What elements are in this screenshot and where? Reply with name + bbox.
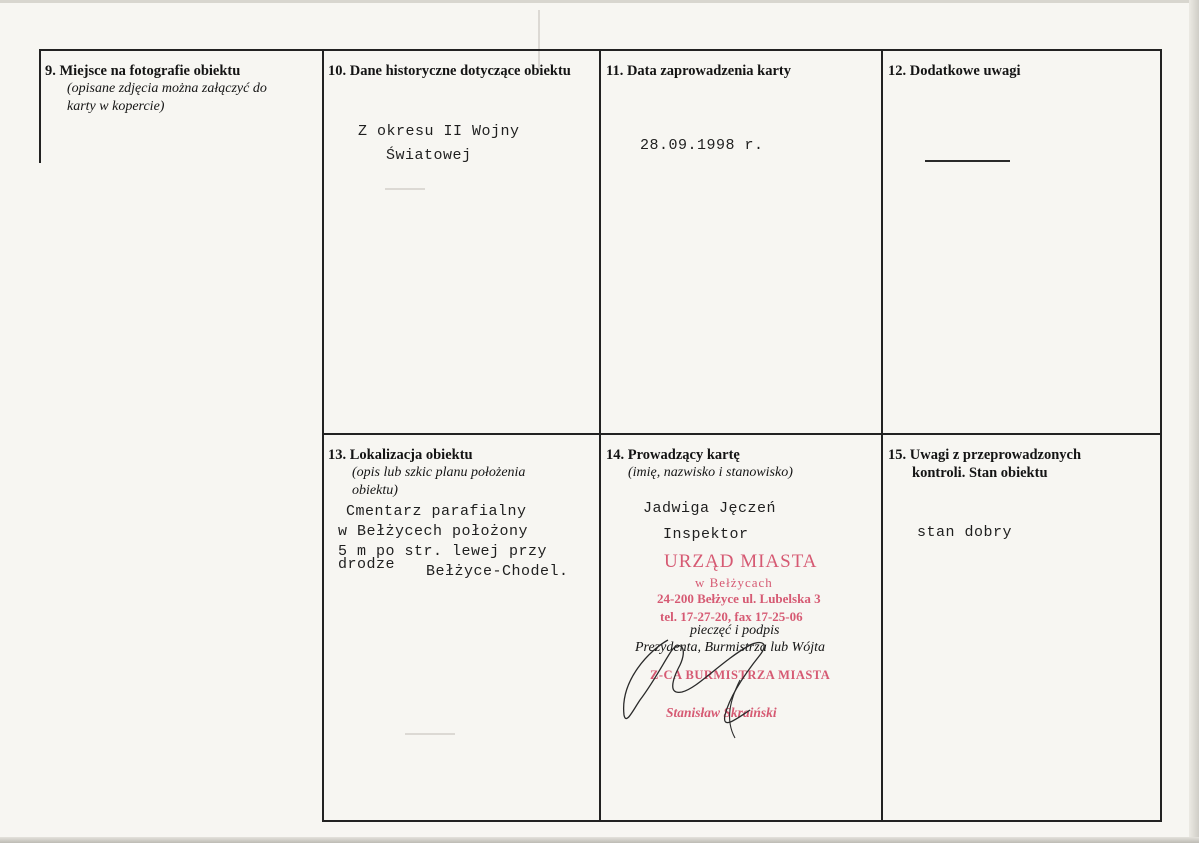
scan-mark xyxy=(538,10,540,70)
field-14-title: 14. Prowadzący kartę xyxy=(606,447,740,463)
paper-right-edge xyxy=(1189,0,1199,843)
field-13-subtitle-2: obiektu) xyxy=(352,483,398,498)
field-14-subtitle: (imię, nazwisko i stanowisko) xyxy=(628,465,793,480)
field-13-title: 13. Lokalizacja obiektu xyxy=(328,447,473,463)
keeper-name: Jadwiga Jęczeń xyxy=(643,500,777,517)
card-date-value: 28.09.1998 r. xyxy=(640,137,764,154)
table-bottom-border xyxy=(322,820,1162,822)
signature-caption-2: Prezydenta, Burmistrza lub Wójta xyxy=(635,640,826,655)
stamp-phone: tel. 17-27-20, fax 17-25-06 xyxy=(660,609,803,624)
row-divider xyxy=(322,433,1162,435)
handwritten-signature xyxy=(610,620,810,750)
paper-bottom-edge xyxy=(0,837,1199,843)
object-condition-value: stan dobry xyxy=(917,524,1013,541)
field-12-title: 12. Dodatkowe uwagi xyxy=(888,63,1021,79)
historical-data-line-2: Światowej xyxy=(386,147,472,164)
field-15-title-2: kontroli. Stan obiektu xyxy=(912,465,1048,481)
notes-dash-line xyxy=(925,160,1010,162)
table-left-border-partial xyxy=(39,49,41,163)
field-10-title: 10. Dane historyczne dotyczące obiektu xyxy=(328,63,571,79)
cell-inspection-notes xyxy=(888,446,1156,482)
location-line-1: Cmentarz parafialny xyxy=(346,503,527,520)
field-11-title: 11. Data zaprowadzenia karty xyxy=(606,63,792,79)
cell-additional-notes xyxy=(888,62,1156,80)
scan-mark xyxy=(385,188,425,190)
location-line-3: 5 m po str. lewej przy xyxy=(338,543,548,560)
paper-top-edge xyxy=(0,0,1199,3)
signature-caption-1: pieczęć i podpis xyxy=(690,623,780,638)
column-divider-1 xyxy=(322,49,324,822)
historical-data-line-1: Z okresu II Wojny xyxy=(358,123,520,140)
field-13-subtitle-1: (opis lub szkic planu położenia xyxy=(352,465,526,480)
stamp-signer: Stanisław Skraiński xyxy=(666,705,777,720)
cell-historical-data xyxy=(328,62,598,80)
field-15-title-1: 15. Uwagi z przeprowadzonych xyxy=(888,447,1082,463)
stamp-office: URZĄD MIASTA xyxy=(664,551,818,572)
keeper-position: Inspektor xyxy=(663,526,749,543)
cell-card-date xyxy=(606,62,878,80)
location-line-4b: Bełżyce-Chodel. xyxy=(426,563,569,580)
table-right-border xyxy=(1160,49,1162,822)
field-9-subtitle-1: (opisane zdjęcia można załączyć do xyxy=(67,81,267,96)
location-line-2: w Bełżycech położony xyxy=(338,523,529,540)
scan-mark xyxy=(405,733,455,735)
column-divider-2 xyxy=(599,49,601,822)
cell-location xyxy=(328,446,598,500)
stamp-address: 24-200 Bełżyce ul. Lubelska 3 xyxy=(657,591,821,606)
cell-card-keeper xyxy=(606,446,878,482)
location-line-4a: drodze xyxy=(338,556,396,573)
cell-photo-location xyxy=(45,62,317,116)
column-divider-3 xyxy=(881,49,883,822)
field-9-title: 9. Miejsce na fotografie obiektu xyxy=(45,63,241,79)
stamp-deputy-mayor: Z-CA BURMISTRZA MIASTA xyxy=(650,668,831,682)
stamp-city: w Bełżycach xyxy=(695,575,773,590)
field-9-subtitle-2: karty w kopercie) xyxy=(67,99,165,114)
